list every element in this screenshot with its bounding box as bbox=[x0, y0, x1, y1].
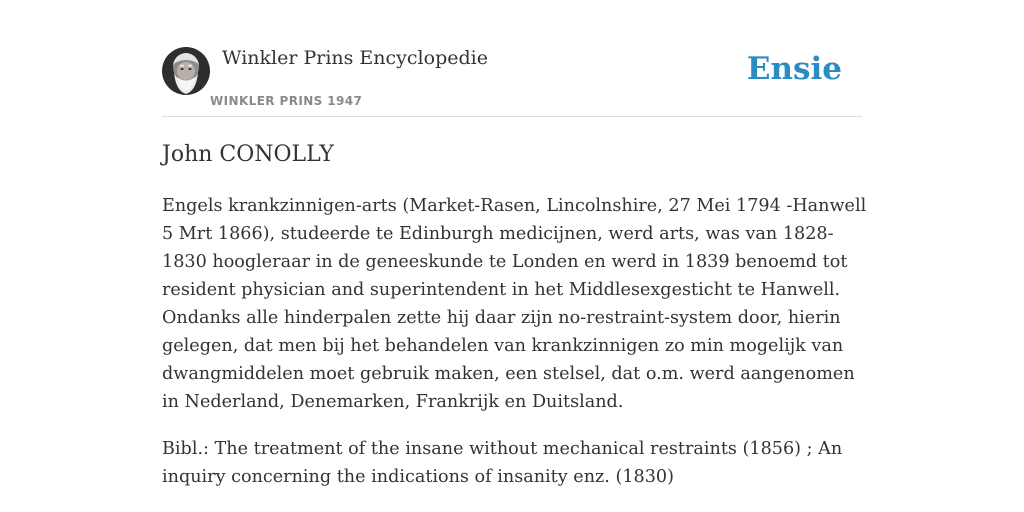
site-logo[interactable]: Ensie bbox=[746, 51, 842, 87]
entry-body-paragraph: Engels krankzinnigen-arts (Market-Rasen, Lincolnshire, 27 Mei 1794 -Hanwell 5 Mrt 1866), studeerde te Edinburgh medicijnen, werd arts, was van 1828-1830 hoogleraar in de geneeskunde te Londen en werd in 1839 benoemd tot resident physician and superintendent in het Middlesexgesticht te Hanwell. Ondanks alle hinderpalen zette hij daar zijn no-restraint-system door, hierin gelegen, dat men bij het behandelen van krankzinnigen zo min mogelijk van dwangmiddelen moet gebruik maken, een stelsel, dat o.m. werd aangenomen in Nederland, Denemarken, Frankrijk en Duitsland. bbox=[162, 196, 867, 412]
entry-bibliography: Bibl.: The treatment of the insane without mechanical restraints (1856) ; An inquiry concerning the indications of insanity enz. (1830) bbox=[162, 439, 843, 487]
entry-title: John CONOLLY bbox=[162, 142, 334, 167]
source-header bbox=[162, 46, 862, 117]
source-title[interactable]: Winkler Prins Encyclopedie bbox=[222, 47, 488, 69]
source-subtitle[interactable]: WINKLER PRINS 1947 bbox=[210, 94, 363, 108]
bearded-man-portrait-icon bbox=[162, 47, 210, 95]
source-avatar[interactable] bbox=[162, 47, 210, 95]
